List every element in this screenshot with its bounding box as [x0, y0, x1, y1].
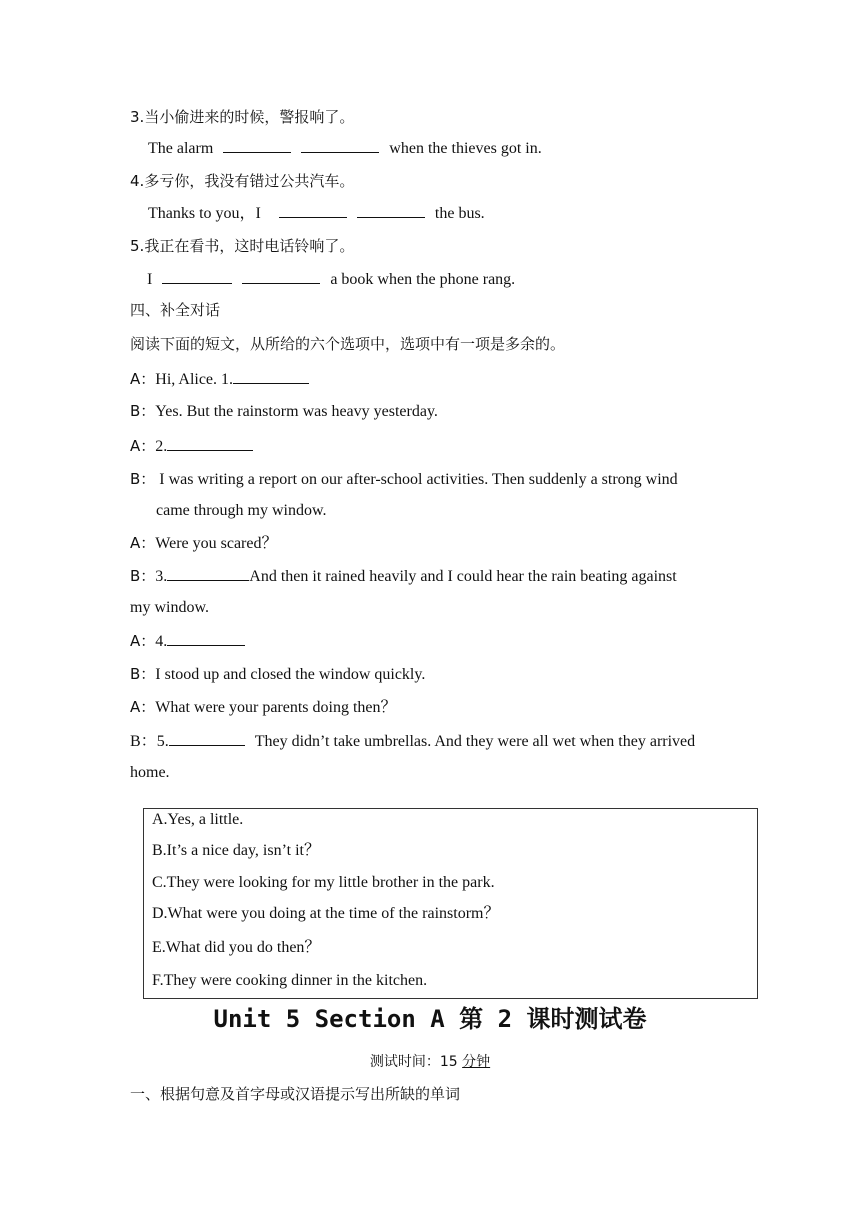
q3-blank-1[interactable]: [223, 138, 291, 153]
dialogue-text: 3.: [155, 568, 168, 585]
q5-english: [147, 269, 515, 290]
speaker-label: B：: [130, 402, 156, 420]
speaker-label: A：: [130, 437, 156, 455]
q4-suffix: the bus.: [434, 205, 485, 222]
dialogue-line-4: [130, 469, 678, 490]
dialogue-line-6: [130, 566, 677, 587]
speaker-label: B：: [130, 567, 156, 585]
dialogue-line-1: [130, 369, 309, 390]
q5-suffix: a book when the phone rang.: [330, 271, 516, 288]
speaker-label: A：: [130, 632, 156, 650]
q3-english: [148, 138, 542, 159]
dialogue-text: And then it rained heavily and I could hear the rain beating against: [249, 568, 677, 585]
dialogue-blank-3[interactable]: [167, 566, 249, 581]
q4-prefix: Thanks to you，I: [148, 205, 261, 222]
dialogue-blank-2[interactable]: [167, 436, 253, 451]
dialogue-text: 5.: [156, 733, 169, 750]
dialogue-text: 2.: [155, 438, 168, 455]
q5-number: 5.: [130, 237, 145, 255]
dialogue-text: I stood up and closed the window quickly.: [155, 666, 426, 683]
section4-instruction: 阅读下面的短文，从所给的六个选项中，选项中有一项是多余的。: [130, 335, 566, 353]
q4-blank-2[interactable]: [357, 203, 425, 218]
q5-blank-2[interactable]: [242, 269, 320, 284]
dialogue-line-7: [130, 631, 245, 652]
dialogue-text: 4.: [155, 633, 168, 650]
time-label: 测试时间：15: [369, 1054, 463, 1070]
q3-blank-2[interactable]: [301, 138, 379, 153]
q4-chinese: [130, 171, 354, 191]
dialogue-line-3: [130, 436, 253, 457]
q4-blank-1[interactable]: [279, 203, 347, 218]
q3-chinese-text: 当小偷进来的时候，警报响了。: [144, 108, 355, 126]
speaker-label: B：: [130, 665, 156, 683]
test-time: [0, 1052, 860, 1072]
option-c: C.They were looking for my little brother in the park.: [152, 874, 495, 891]
dialogue-line-4-cont: came through my window.: [156, 502, 327, 519]
dialogue-line-9: [130, 697, 397, 718]
q3-prefix: The alarm: [148, 140, 214, 157]
dialogue-line-5: [130, 533, 277, 554]
q3-chinese: [130, 107, 354, 127]
q4-english: [148, 203, 485, 224]
speaker-label: A：: [130, 534, 156, 552]
dialogue-line-8: [130, 664, 425, 685]
section4-heading: 四、补全对话: [130, 301, 221, 319]
dialogue-line-2: [130, 401, 438, 422]
option-f: F.They were cooking dinner in the kitchen.: [152, 972, 428, 989]
q3-number: 3.: [130, 108, 145, 126]
dialogue-text: Were you scared？: [155, 535, 278, 552]
q3-suffix: when the thieves got in.: [389, 140, 542, 157]
dialogue-text: Yes. But the rainstorm was heavy yesterday.: [155, 403, 438, 420]
options-box: [143, 808, 758, 999]
q5-chinese: [130, 236, 354, 256]
speaker-label: B：: [130, 733, 157, 750]
time-unit: 分钟: [462, 1054, 491, 1070]
q5-blank-1[interactable]: [162, 269, 232, 284]
dialogue-text: I was writing a report on our after-school activities. Then suddenly a strong wind: [159, 471, 678, 488]
dialogue-text: They didn’t take umbrellas. And they were all wet when they arrived: [254, 733, 696, 750]
q4-number: 4.: [130, 172, 145, 190]
q5-prefix: I: [147, 271, 153, 288]
dialogue-text: What were your parents doing then？: [155, 699, 397, 716]
dialogue-line-10: [130, 731, 695, 752]
dialogue-blank-5[interactable]: [169, 731, 245, 746]
q4-chinese-text: 多亏你，我没有错过公共汽车。: [144, 172, 355, 190]
q5-chinese-text: 我正在看书，这时电话铃响了。: [144, 237, 355, 255]
option-a: A.Yes, a little.: [152, 811, 244, 828]
section1-heading: 一、根据句意及首字母或汉语提示写出所缺的单词: [130, 1085, 461, 1103]
dialogue-line-6-cont: my window.: [130, 599, 209, 616]
speaker-label: A：: [130, 370, 156, 388]
option-d: D.What were you doing at the time of the rainstorm？: [152, 905, 500, 922]
test-title: Unit 5 Section A 第 2 课时测试卷: [213, 1005, 647, 1033]
speaker-label: A：: [130, 698, 156, 716]
dialogue-blank-4[interactable]: [167, 631, 245, 646]
option-b: B.It’s a nice day, isn’t it？: [152, 842, 320, 859]
dialogue-blank-1[interactable]: [233, 369, 309, 384]
option-e: E.What did you do then？: [152, 939, 321, 956]
dialogue-line-10-cont: home.: [130, 764, 170, 781]
dialogue-text: Hi, Alice. 1.: [155, 371, 234, 388]
speaker-label: B：: [130, 470, 156, 488]
